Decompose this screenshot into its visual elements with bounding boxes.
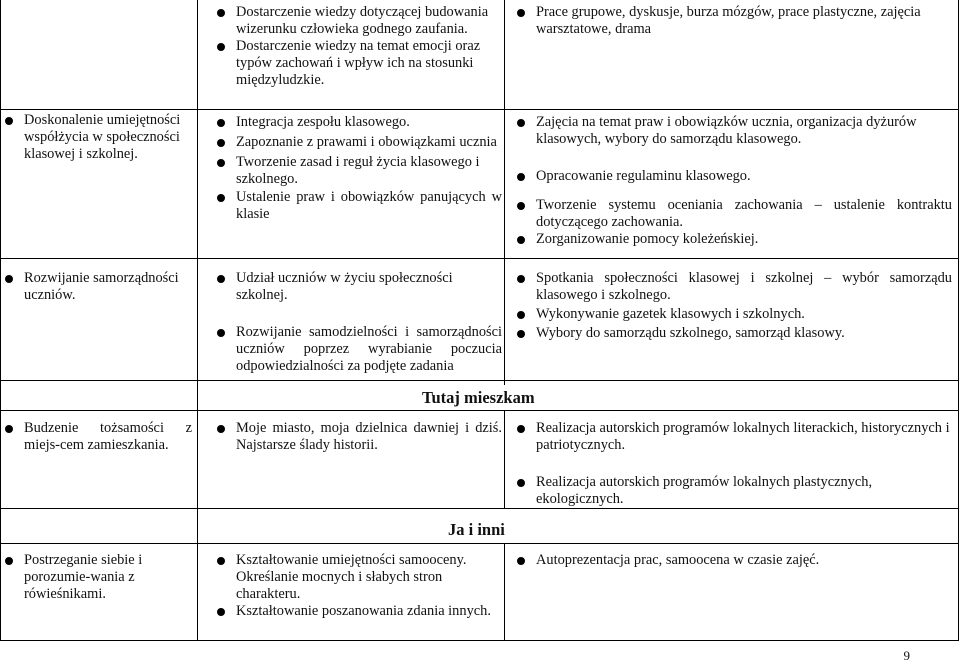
tutaj-tasks <box>212 420 502 454</box>
goal-text: Rozwijanie samorządności uczniów. <box>0 270 192 304</box>
table-divider-2 <box>504 0 505 385</box>
list-item: Zajęcia na temat praw i obowiązków ucznia, organizacja dyżurów klasowych, wybory do samorządu klasowego. <box>512 114 952 148</box>
section-title-tutaj-mieszkam: Tutaj mieszkam <box>422 388 535 407</box>
list-item: Autoprezentacja prac, samoocena w czasie zajęć. <box>512 552 952 569</box>
row2-goal <box>0 270 192 304</box>
row1-goal <box>0 112 192 163</box>
list-item: Ustalenie praw i obowiązków panujących w klasie <box>212 189 502 223</box>
list-item: Rozwijanie samodzielności i samorządności uczniów poprzez wyrabianie poczucia odpowiedzialności za podjęte zadania <box>212 324 502 375</box>
row0-tasks <box>212 4 502 89</box>
tutaj-goal <box>0 420 192 454</box>
list-item: Dostarczenie wiedzy dotyczącej budowania wizerunku człowieka godnego zaufania. <box>212 4 502 38</box>
tutaj-methods <box>512 420 952 508</box>
table-border-left <box>0 0 1 640</box>
row-line-1 <box>0 109 959 110</box>
ja-tasks <box>212 552 502 620</box>
row2-methods <box>512 270 952 342</box>
goal-text: Doskonalenie umiejętności współżycia w społeczności klasowej i szkolnej. <box>0 112 192 163</box>
list-item: Spotkania społeczności klasowej i szkolnej – wybór samorządu klasowego i szkolnego. <box>512 270 952 304</box>
row1-tasks <box>212 114 502 223</box>
list-item: Moje miasto, moja dzielnica dawniej i dziś. Najstarsze ślady historii. <box>212 420 502 454</box>
list-item: Tworzenie systemu oceniania zachowania – ustalenie kontraktu dotyczącego zachowania. <box>512 197 952 231</box>
list-item: Realizacja autorskich programów lokalnych literackich, historycznych i patriotycznych. <box>512 420 952 454</box>
row-line-2 <box>0 258 959 259</box>
list-item: Tworzenie zasad i reguł życia klasowego i szkolnego. <box>212 154 502 188</box>
row-line-5 <box>0 508 959 509</box>
list-item: Udział uczniów w życiu społeczności szkolnej. <box>212 270 502 304</box>
list-item: Prace grupowe, dyskusje, burza mózgów, prace plastyczne, zajęcia warsztatowe, drama <box>512 4 952 38</box>
page-number: 9 <box>903 648 910 663</box>
list-item: Dostarczenie wiedzy na temat emocji oraz typów zachowań i wpływ ich na stosunki międzyludzkie. <box>212 38 502 89</box>
ja-goal <box>0 552 192 603</box>
list-item: Integracja zespołu klasowego. <box>212 114 502 131</box>
list-item: Opracowanie regulaminu klasowego. <box>512 168 952 185</box>
list-item: Wybory do samorządu szkolnego, samorząd klasowy. <box>512 325 952 342</box>
table-divider-1 <box>197 0 198 640</box>
list-item: Wykonywanie gazetek klasowych i szkolnych. <box>512 306 952 323</box>
section-title-ja-i-inni: Ja i inni <box>448 520 505 539</box>
row-line-4 <box>0 410 959 411</box>
goal-text: Budzenie tożsamości z miejs-cem zamieszkania. <box>0 420 192 454</box>
list-item: Zapoznanie z prawami i obowiązkami ucznia <box>212 134 502 151</box>
table-divider-2c <box>504 543 505 640</box>
row-line-3 <box>0 380 959 381</box>
list-item: Kształtowanie poszanowania zdania innych. <box>212 603 502 620</box>
list-item: Kształtowanie umiejętności samooceny. Określanie mocnych i słabych stron charakteru. <box>212 552 502 603</box>
row-line-7 <box>0 640 959 641</box>
ja-methods <box>512 552 952 569</box>
list-item: Realizacja autorskich programów lokalnych plastycznych, ekologicznych. <box>512 474 952 508</box>
row-line-6 <box>0 543 959 544</box>
table-border-right <box>958 0 959 640</box>
row1-methods <box>512 114 952 248</box>
goal-text: Postrzeganie siebie i porozumie-wania z rówieśnikami. <box>0 552 192 603</box>
row2-tasks <box>212 270 502 375</box>
row0-methods <box>512 4 952 38</box>
table-divider-2b <box>504 410 505 508</box>
list-item: Zorganizowanie pomocy koleżeńskiej. <box>512 231 952 248</box>
